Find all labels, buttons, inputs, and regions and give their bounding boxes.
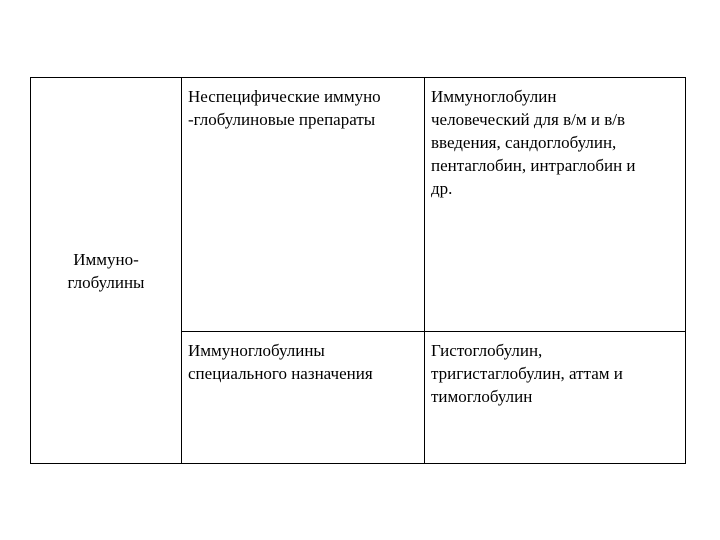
row-header-line: глобулины [67, 272, 145, 292]
examples-line: пентаглобин, интраглобин и [431, 156, 636, 175]
examples-line: тимоглобулин [431, 387, 533, 406]
examples-line: др. [431, 179, 453, 198]
examples-line: введения, сандоглобулин, [431, 133, 617, 152]
category-cell [182, 78, 425, 332]
category-line: -глобулиновые препараты [188, 110, 376, 129]
immunoglobulin-table [30, 77, 686, 464]
examples-cell [425, 78, 686, 332]
examples-line: Гистоглобулин, [431, 341, 543, 360]
immunoglobulin-table-container [30, 77, 685, 463]
examples-line: тригистаглобулин, аттам и [431, 364, 623, 383]
category-line: Неспецифические иммуно [188, 87, 381, 106]
category-line: Иммуноглобулины [188, 341, 325, 360]
table-row [31, 78, 686, 332]
examples-cell [425, 332, 686, 464]
row-header-line: Иммуно- [73, 249, 139, 269]
category-cell [182, 332, 425, 464]
category-line: специального назначения [188, 364, 373, 383]
examples-line: Иммуноглобулин [431, 87, 557, 106]
row-header-cell [31, 78, 182, 464]
examples-line: человеческий для в/м и в/в [431, 110, 625, 129]
